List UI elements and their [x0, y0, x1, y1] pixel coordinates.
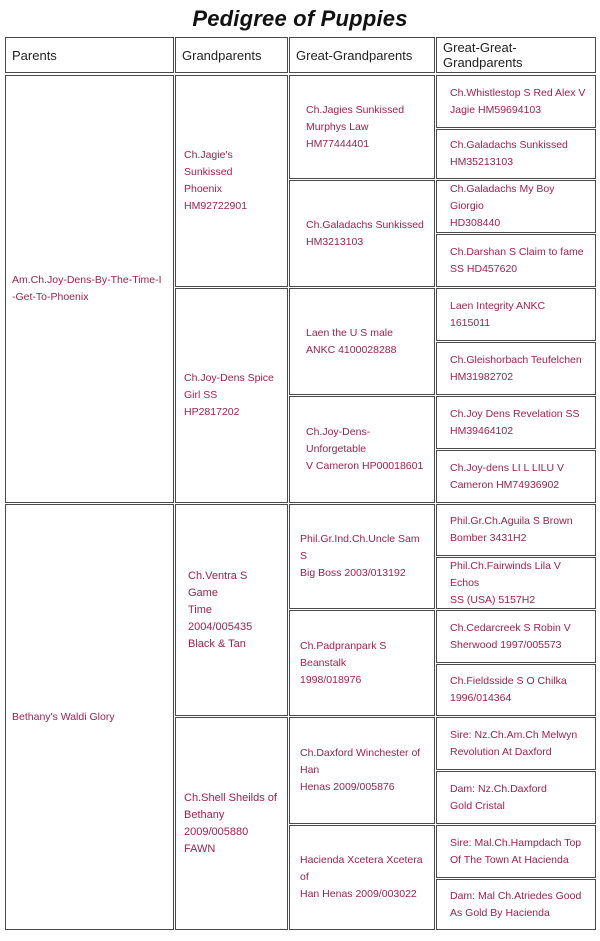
great-great-grandparent-3: [436, 180, 596, 233]
dog-name: Ch.Joy-dens LI L LILU V Cameron HM74936902: [450, 461, 565, 491]
dog-name: Ch.Fieldsside S O Chilka 1996/014364: [450, 675, 567, 704]
dog-name: Ch.Darshan S Claim to fame SS HD457620: [450, 245, 584, 275]
header-label: Parents: [12, 47, 57, 63]
great-great-grandparent-7: [436, 396, 596, 449]
great-grandparent-7: [289, 717, 435, 824]
header-label: Great-Great-Grandparents: [443, 40, 523, 70]
header-grandparents: [175, 37, 288, 73]
dog-name: Ch.Ventra S Game Time 2004/005435 Black & Tan: [188, 569, 253, 650]
header-label: Great-Grandparents: [296, 47, 413, 63]
page-title: Pedigree of Puppies: [192, 6, 408, 31]
grandparent-1: [175, 75, 288, 287]
dog-name: Dam: Mal Ch.Atriedes Good As Gold By Hacienda: [450, 889, 582, 919]
dog-name: Ch.Cedarcreek S Robin V Sherwood 1997/005573: [450, 621, 571, 651]
dog-name: Sire: Nz.Ch.Am.Ch Melwyn Revolution At Daxford: [450, 728, 578, 758]
great-grandparent-1: [289, 75, 435, 179]
dog-name: Ch.Joy-Dens Spice Girl SS HP2817202: [184, 372, 274, 418]
dog-name: Phil.Gr.Ch.Aguila S Brown Bomber 3431H2: [450, 515, 573, 544]
header-label: Grandparents: [182, 47, 262, 63]
dog-name: Ch.Whistlestop S Red Alex V Jagie HM59694103: [450, 86, 586, 116]
dog-name: Am.Ch.Joy-Dens-By-The-Time-I -Get-To-Phoenix: [12, 274, 162, 303]
dog-name: Ch.Jagies Sunkissed Murphys Law HM77444401: [306, 103, 405, 150]
dog-name: Ch.Joy-Dens-Unforgetable V Cameron HP00018601: [306, 426, 424, 472]
header-parents: [5, 37, 174, 73]
great-grandparent-4: [289, 396, 435, 503]
great-great-grandparent-5: [436, 288, 596, 341]
dog-name: Ch.Shell Sheilds of Bethany 2009/005880 FAWN: [184, 791, 277, 855]
dog-name: Ch.Daxford Winchester of Han Henas 2009/005876: [300, 747, 421, 793]
dog-name: Ch.Padpranpark S Beanstalk 1998/018976: [300, 639, 387, 686]
great-great-grandparent-13: [436, 717, 596, 770]
great-great-grandparent-8: [436, 450, 596, 503]
dog-name: Ch.Galadachs Sunkissed HM35213103: [450, 139, 568, 168]
dog-name: Ch.Jagie's Sunkissed Phoenix HM92722901: [184, 149, 248, 212]
dog-name: Phil.Ch.Fairwinds Lila V Echos SS (USA) 5157H2: [450, 559, 561, 606]
grandparent-2: [175, 288, 288, 503]
great-great-grandparent-11: [436, 610, 596, 663]
great-great-grandparent-14: [436, 771, 596, 824]
dog-name: Ch.Gleishorbach Teufelchen HM31982702: [450, 353, 582, 383]
dog-name: Dam: Nz.Ch.Daxford Gold Cristal: [450, 782, 547, 812]
header-great-great-grandparents: [436, 37, 596, 73]
dog-name: Hacienda Xcetera Xcetera of Han Henas 2009/003022: [300, 854, 423, 900]
dog-name: Laen the U S male ANKC 4100028288: [306, 326, 397, 356]
dog-name: Phil.Gr.Ind.Ch.Uncle Sam S Big Boss 2003/013192: [300, 533, 420, 579]
great-great-grandparent-16: [436, 879, 596, 930]
dog-name: Ch.Galadachs My Boy Giorgio HD308440: [450, 183, 555, 229]
great-great-grandparent-10: [436, 557, 596, 609]
great-great-grandparent-9: [436, 504, 596, 556]
dog-name: Sire: Mal.Ch.Hampdach Top Of The Town At Hacienda: [450, 836, 582, 866]
great-grandparent-6: [289, 610, 435, 716]
great-grandparent-2: [289, 180, 435, 287]
great-great-grandparent-12: [436, 664, 596, 716]
parent-dam: [5, 504, 174, 930]
dog-name: Laen Integrity ANKC 1615011: [450, 299, 546, 329]
great-great-grandparent-6: [436, 342, 596, 395]
great-great-grandparent-2: [436, 129, 596, 179]
dog-name: Ch.Galadachs Sunkissed HM3213103: [306, 218, 424, 248]
parent-sire: [5, 75, 174, 503]
grandparent-3: [175, 504, 288, 716]
great-grandparent-5: [289, 504, 435, 609]
great-great-grandparent-4: [436, 234, 596, 287]
great-great-grandparent-1: [436, 75, 596, 128]
grandparent-4: [175, 717, 288, 930]
dog-name: Bethany's Waldi Glory: [12, 710, 115, 723]
header-great-grandparents: [289, 37, 435, 73]
great-grandparent-3: [289, 288, 435, 395]
great-great-grandparent-15: [436, 825, 596, 878]
great-grandparent-8: [289, 825, 435, 930]
dog-name: Ch.Joy Dens Revelation SS HM39464102: [450, 407, 580, 437]
